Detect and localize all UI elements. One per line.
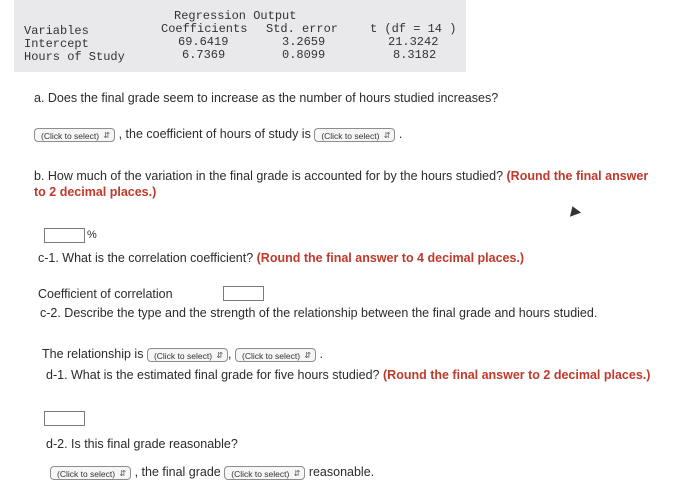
select-c2-strength[interactable]: (Click to select) ⇵ (235, 348, 316, 362)
updown-arrow-icon: ⇵ (304, 350, 312, 360)
answer-a-end: . (398, 127, 403, 141)
row-hours-std-error: 0.8099 (282, 48, 326, 62)
row-intercept-variable: Intercept (24, 37, 89, 51)
row-intercept-coefficient: 69.6419 (178, 35, 229, 49)
updown-arrow-icon: ⇵ (119, 468, 127, 478)
updown-arrow-icon: ⇵ (293, 468, 301, 478)
select-a-coefficient[interactable]: (Click to select) ⇵ (314, 128, 395, 142)
updown-arrow-icon: ⇵ (383, 130, 391, 140)
header-t: t (df = 14 ) (370, 22, 457, 36)
answer-b-unit: % (87, 229, 97, 241)
select-d2-reasonable[interactable]: (Click to select) ⇵ (50, 466, 131, 480)
select-a-increase[interactable]: (Click to select) ⇵ (34, 128, 115, 142)
header-std-error: Std. error (266, 22, 339, 36)
answer-b-input[interactable] (44, 228, 85, 243)
answer-d2-row: (Click to select) ⇵ , the final grade (Click to select) ⇵ reasonable. (50, 464, 374, 480)
answer-c2-row: The relationship is (Click to select) ⇵ , (Click to select) ⇵ . (42, 347, 324, 361)
mouse-cursor-icon (567, 204, 581, 217)
correlation-input[interactable] (223, 286, 264, 301)
row-hours-coefficient: 6.7369 (182, 48, 226, 62)
regression-title: Regression Output (174, 9, 297, 23)
answer-a-text: , the coefficient of hours of study is (118, 127, 311, 141)
updown-arrow-icon: ⇵ (216, 350, 224, 360)
header-variables: Variables (24, 24, 89, 38)
question-d2: d-2. Is this final grade reasonable? (46, 437, 238, 451)
row-intercept-std-error: 3.2659 (282, 35, 326, 49)
question-c2: c-2. Describe the type and the strength of the relationship between the final grade and hours studied. (40, 306, 598, 320)
answer-d1-input[interactable] (44, 411, 85, 426)
row-hours-t: 8.3182 (393, 48, 437, 62)
answer-a-row (34, 126, 402, 142)
correlation-label: Coefficient of correlation (38, 287, 173, 301)
header-coefficients: Coefficients (161, 22, 248, 36)
updown-arrow-icon: ⇵ (103, 130, 111, 140)
question-a: a. Does the final grade seem to increase as the number of hours studied increases? (34, 91, 499, 105)
question-c1: c-1. What is the correlation coefficient? (Round the final answer to 4 decimal places.) (38, 251, 525, 265)
select-c2-type[interactable]: (Click to select) ⇵ (147, 348, 228, 362)
question-b: b. How much of the variation in the final grade is accounted for by the hours studied? (Round the final answer (34, 169, 649, 183)
select-d2-is-isnot[interactable]: (Click to select) ⇵ (224, 466, 305, 480)
row-hours-variable: Hours of Study (24, 50, 125, 64)
row-intercept-t: 21.3242 (388, 35, 439, 49)
question-d1: d-1. What is the estimated final grade for five hours studied? (Round the final answer to 2 decimal places.) (46, 368, 651, 382)
regression-output-table (14, 0, 466, 72)
question-b-round: to 2 decimal places.) (34, 185, 157, 199)
